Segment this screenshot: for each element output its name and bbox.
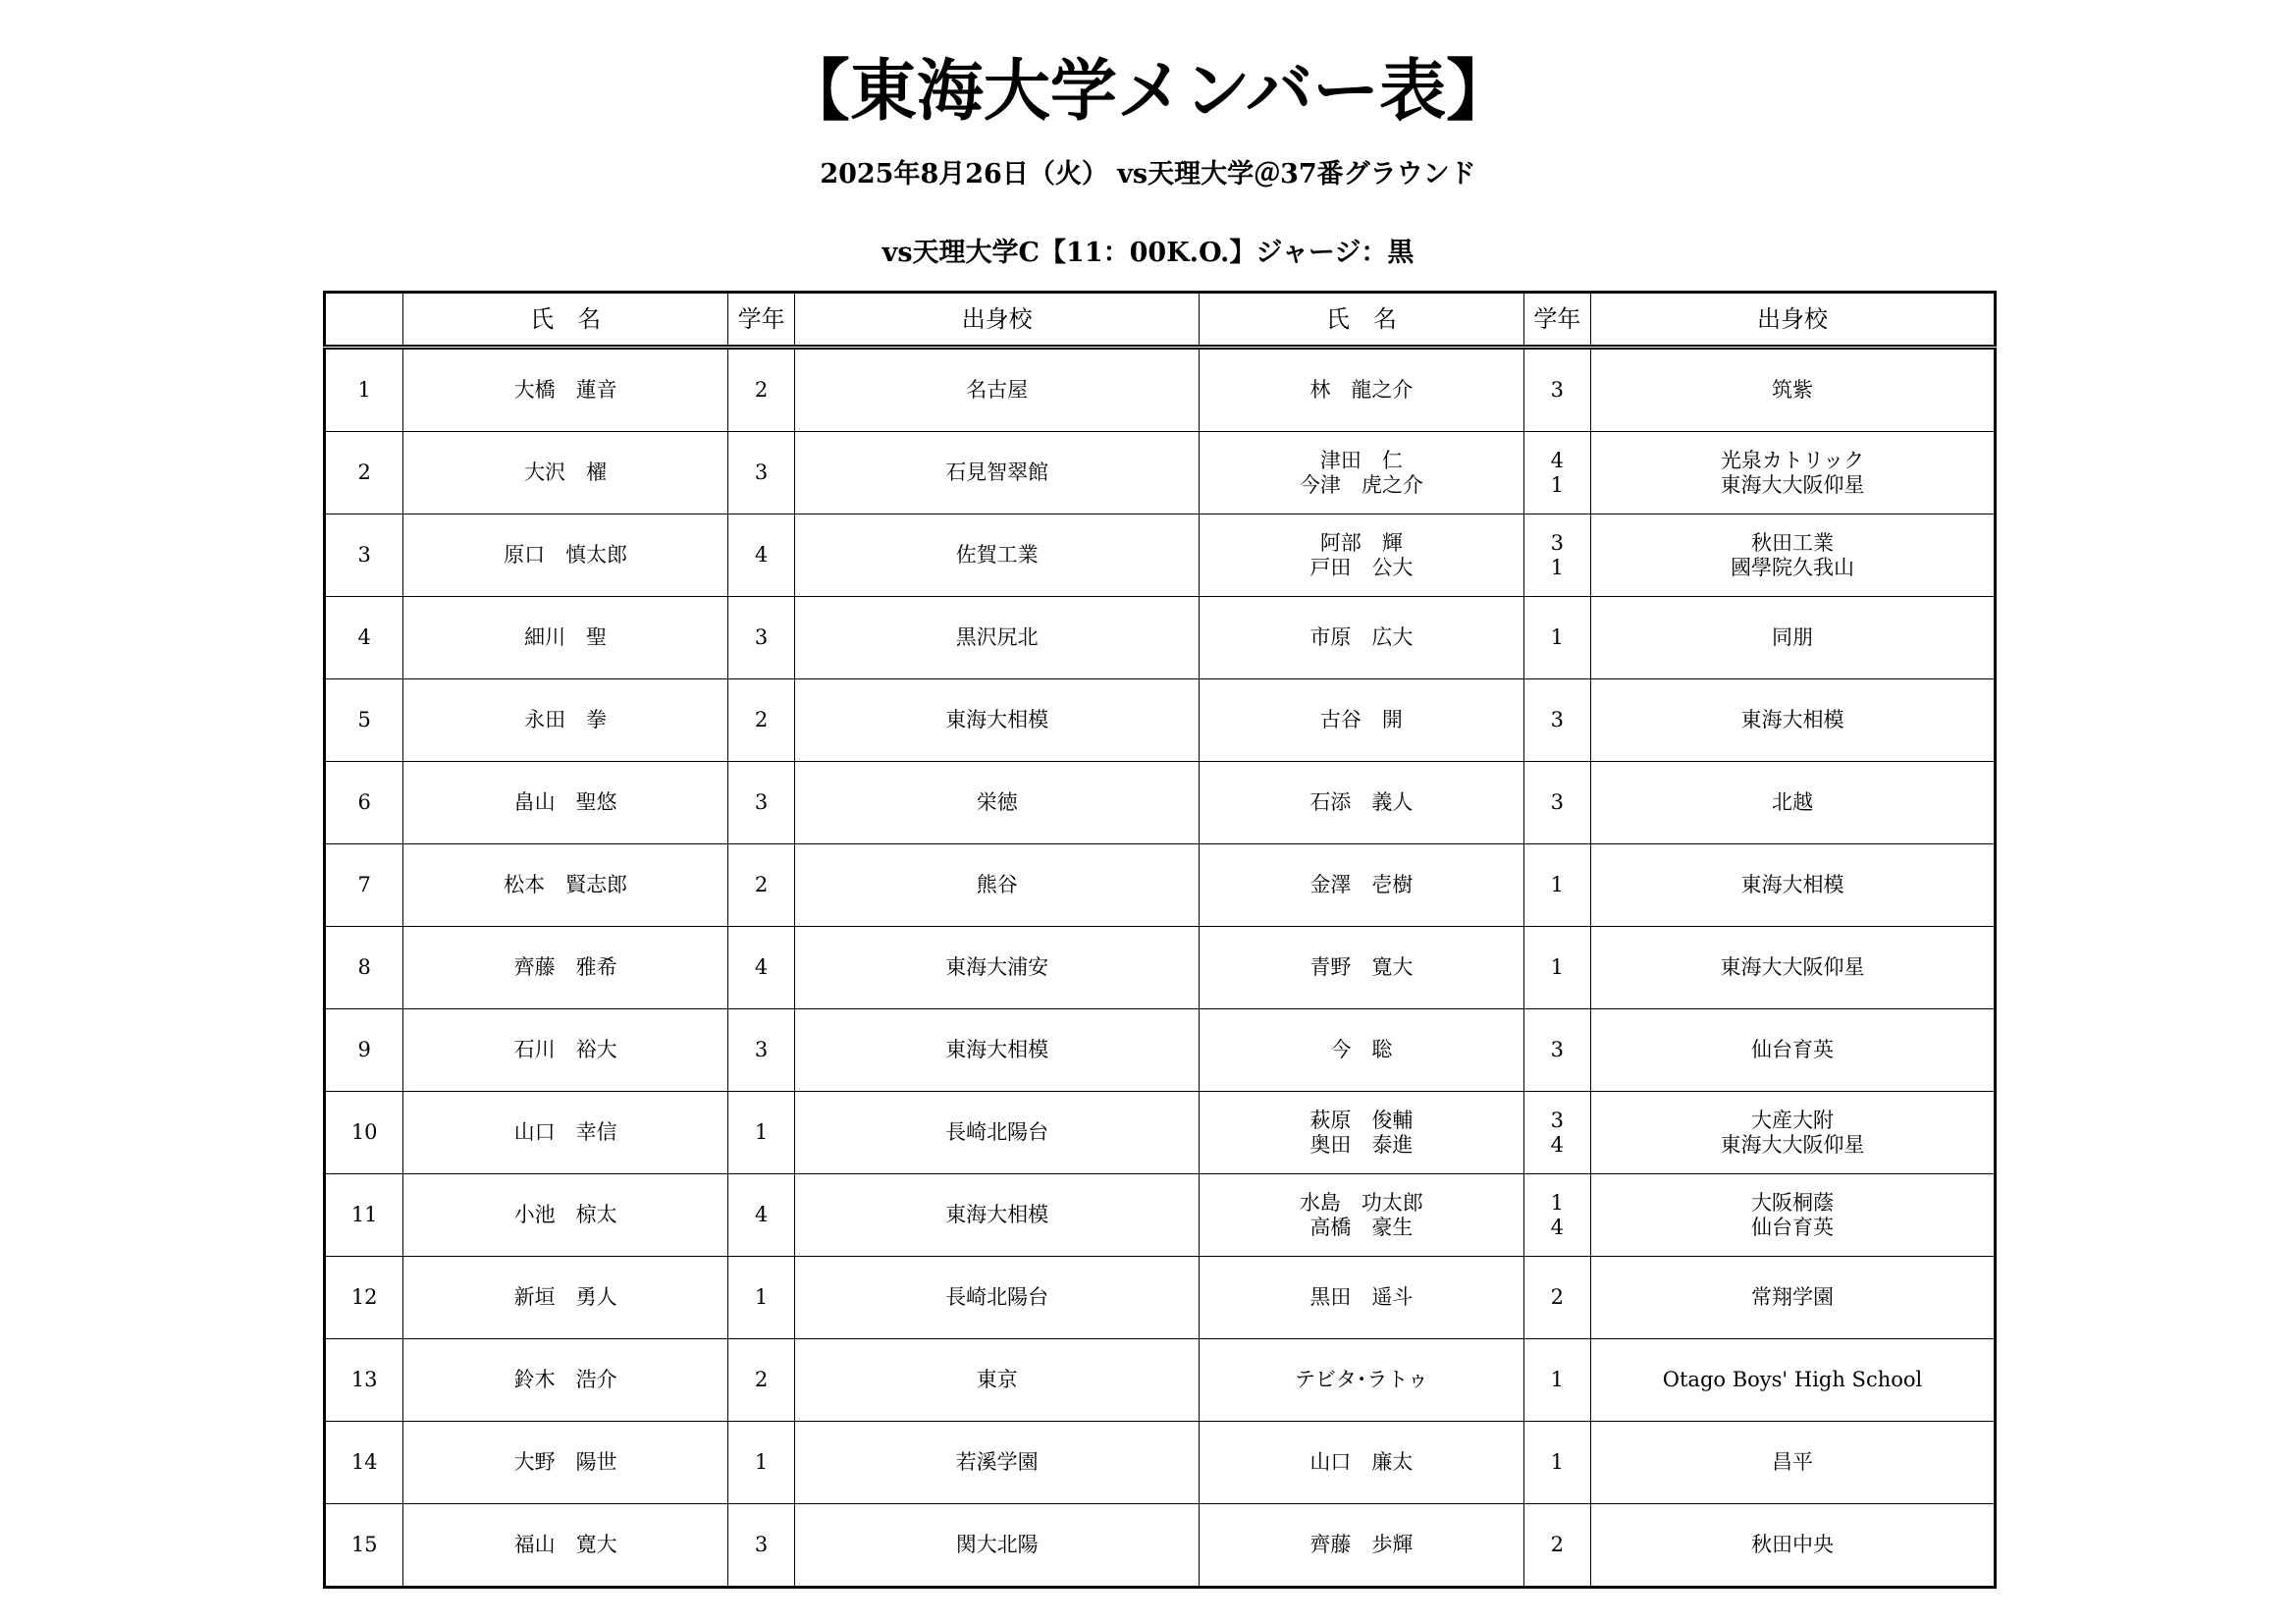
player-number: 7 <box>325 844 403 927</box>
reserve-year-cell <box>1523 762 1590 844</box>
player-number: 9 <box>325 1009 403 1092</box>
player-number: 14 <box>325 1422 403 1504</box>
reserve-year-cell <box>1523 514 1590 597</box>
reserve-year-cell <box>1523 1504 1590 1588</box>
reserve-name-cell <box>1200 927 1524 1009</box>
player-name: 山口 幸信 <box>403 1092 728 1174</box>
reserve-name: 金澤 壱樹 <box>1309 873 1414 896</box>
reserve-school-cell <box>1591 432 1996 514</box>
reserve-school-cell <box>1591 762 1996 844</box>
table-row <box>325 844 1996 927</box>
player-number: 10 <box>325 1092 403 1174</box>
header-reserve-school: 出身校 <box>1591 293 1996 348</box>
reserve-name: 今 聡 <box>1330 1038 1393 1061</box>
player-name: 畠山 聖悠 <box>403 762 728 844</box>
reserve-name: 水島 功太郎 <box>1299 1190 1423 1215</box>
reserve-school-cell <box>1591 844 1996 927</box>
player-school: 東海大相模 <box>795 1009 1200 1092</box>
player-school: 長崎北陽台 <box>795 1257 1200 1339</box>
reserve-year-cell <box>1523 1257 1590 1339</box>
player-year: 4 <box>727 927 794 1009</box>
player-number: 11 <box>325 1174 403 1257</box>
table-row <box>325 1339 1996 1422</box>
player-name: 福山 寛大 <box>403 1504 728 1588</box>
player-year: 2 <box>727 844 794 927</box>
table-row <box>325 348 1996 432</box>
player-name: 永田 拳 <box>403 679 728 762</box>
header-reserve-name: 氏 名 <box>1200 293 1524 348</box>
player-name: 細川 聖 <box>403 597 728 679</box>
reserve-name: 萩原 俊輔 <box>1309 1108 1414 1132</box>
table-row <box>325 1504 1996 1588</box>
reserve-name: 山口 廉太 <box>1309 1450 1414 1474</box>
reserve-school: 東海大大阪仰星 <box>1720 955 1865 979</box>
player-school: 名古屋 <box>795 348 1200 432</box>
reserve-year: 3 <box>1550 530 1565 555</box>
table-row <box>325 927 1996 1009</box>
player-year: 3 <box>727 1504 794 1588</box>
reserve-name: 戸田 公大 <box>1309 555 1414 579</box>
table-row <box>325 1092 1996 1174</box>
roster-table <box>323 291 1997 1589</box>
player-year: 3 <box>727 1009 794 1092</box>
table-row <box>325 597 1996 679</box>
reserve-name: 高橋 豪生 <box>1309 1215 1414 1239</box>
player-year: 2 <box>727 679 794 762</box>
reserve-year-cell <box>1523 1009 1590 1092</box>
reserve-school: 秋田中央 <box>1751 1533 1834 1556</box>
player-number: 8 <box>325 927 403 1009</box>
reserve-name: 齊藤 歩輝 <box>1309 1533 1414 1556</box>
reserve-name: 古谷 開 <box>1319 708 1403 731</box>
reserve-year-cell <box>1523 432 1590 514</box>
reserve-name: 阿部 輝 <box>1319 530 1403 555</box>
table-row <box>325 1422 1996 1504</box>
reserve-school-cell <box>1591 927 1996 1009</box>
reserve-name-cell <box>1200 844 1524 927</box>
reserve-year-cell <box>1523 1174 1590 1257</box>
player-name: 松本 賢志郎 <box>403 844 728 927</box>
player-year: 1 <box>727 1422 794 1504</box>
reserve-name: 津田 仁 <box>1319 448 1403 472</box>
reserve-year: 1 <box>1550 625 1565 649</box>
reserve-year-cell <box>1523 1422 1590 1504</box>
player-year: 2 <box>727 348 794 432</box>
reserve-school: 東海大相模 <box>1740 708 1844 731</box>
reserve-school: 常翔学園 <box>1751 1285 1834 1309</box>
game-info: vs天理大学C【11：00K.O.】ジャージ：黒 <box>881 238 1415 268</box>
player-number: 1 <box>325 348 403 432</box>
player-number: 5 <box>325 679 403 762</box>
page-title: 【東海大学メンバー表】 <box>782 52 1514 131</box>
reserve-name-cell <box>1200 1257 1524 1339</box>
reserve-name-cell <box>1200 1504 1524 1588</box>
player-year: 3 <box>727 597 794 679</box>
reserve-year: 4 <box>1550 1215 1565 1239</box>
reserve-year: 4 <box>1550 1132 1565 1157</box>
reserve-school: 東海大大阪仰星 <box>1720 472 1865 497</box>
reserve-school-cell <box>1591 1339 1996 1422</box>
table-row <box>325 762 1996 844</box>
reserve-name: 林 龍之介 <box>1309 378 1414 402</box>
reserve-school-cell <box>1591 679 1996 762</box>
reserve-school: 國學院久我山 <box>1731 555 1854 579</box>
header-name: 氏 名 <box>403 293 728 348</box>
header-year: 学年 <box>727 293 794 348</box>
player-school: 佐賀工業 <box>795 514 1200 597</box>
reserve-year: 1 <box>1550 555 1565 579</box>
reserve-name: 奥田 泰進 <box>1309 1132 1414 1157</box>
player-name: 大橋 蓮音 <box>403 348 728 432</box>
reserve-school-cell <box>1591 1174 1996 1257</box>
table-row <box>325 1009 1996 1092</box>
reserve-school-cell <box>1591 1092 1996 1174</box>
reserve-year: 3 <box>1550 790 1565 814</box>
header-school: 出身校 <box>795 293 1200 348</box>
reserve-name: 黒田 遥斗 <box>1309 1285 1414 1309</box>
reserve-name-cell <box>1200 348 1524 432</box>
player-school: 熊谷 <box>795 844 1200 927</box>
reserve-school-cell <box>1591 1504 1996 1588</box>
reserve-school: Otago Boys' High School <box>1662 1368 1923 1391</box>
reserve-year: 3 <box>1550 378 1565 402</box>
reserve-name: テビタ･ラトゥ <box>1294 1368 1428 1391</box>
player-school: 関大北陽 <box>795 1504 1200 1588</box>
player-name: 石川 裕大 <box>403 1009 728 1092</box>
player-year: 3 <box>727 432 794 514</box>
reserve-school: 大阪桐蔭 <box>1751 1190 1834 1215</box>
reserve-school-cell <box>1591 597 1996 679</box>
reserve-name-cell <box>1200 1339 1524 1422</box>
player-year: 3 <box>727 762 794 844</box>
player-name: 新垣 勇人 <box>403 1257 728 1339</box>
reserve-school: 仙台育英 <box>1751 1038 1834 1061</box>
player-school: 石見智翠館 <box>795 432 1200 514</box>
reserve-year: 1 <box>1550 873 1565 896</box>
header-number <box>325 293 403 348</box>
reserve-name: 市原 広大 <box>1309 625 1414 649</box>
reserve-year: 2 <box>1550 1285 1565 1309</box>
reserve-year: 3 <box>1550 1108 1565 1132</box>
header-row <box>325 293 1996 348</box>
reserve-school: 同朋 <box>1772 625 1813 649</box>
reserve-year-cell <box>1523 348 1590 432</box>
reserve-school-cell <box>1591 1422 1996 1504</box>
player-school: 東海大相模 <box>795 679 1200 762</box>
reserve-year: 1 <box>1550 472 1565 497</box>
reserve-name: 石添 義人 <box>1309 790 1414 814</box>
reserve-name-cell <box>1200 432 1524 514</box>
reserve-school: 北越 <box>1772 790 1813 814</box>
reserve-year-cell <box>1523 927 1590 1009</box>
reserve-school-cell <box>1591 1009 1996 1092</box>
player-school: 若溪学園 <box>795 1422 1200 1504</box>
player-name: 大沢 櫂 <box>403 432 728 514</box>
reserve-school: 秋田工業 <box>1751 530 1834 555</box>
player-school: 東京 <box>795 1339 1200 1422</box>
reserve-name-cell <box>1200 1422 1524 1504</box>
reserve-school: 東海大相模 <box>1740 873 1844 896</box>
player-school: 東海大相模 <box>795 1174 1200 1257</box>
header-reserve-year: 学年 <box>1523 293 1590 348</box>
player-number: 12 <box>325 1257 403 1339</box>
reserve-year: 1 <box>1550 1190 1565 1215</box>
reserve-year: 1 <box>1550 1450 1565 1474</box>
table-row <box>325 679 1996 762</box>
player-year: 2 <box>727 1339 794 1422</box>
reserve-year: 1 <box>1550 955 1565 979</box>
reserve-school: 昌平 <box>1772 1450 1813 1474</box>
reserve-year-cell <box>1523 844 1590 927</box>
table-row <box>325 1174 1996 1257</box>
player-number: 2 <box>325 432 403 514</box>
player-school: 長崎北陽台 <box>795 1092 1200 1174</box>
reserve-name: 今津 虎之介 <box>1299 472 1423 497</box>
reserve-school: 筑紫 <box>1772 378 1813 402</box>
reserve-school-cell <box>1591 1257 1996 1339</box>
reserve-year: 1 <box>1550 1368 1565 1391</box>
table-row <box>325 1257 1996 1339</box>
reserve-school: 光泉カトリック <box>1720 448 1865 472</box>
player-number: 6 <box>325 762 403 844</box>
reserve-school: 大産大附 <box>1751 1108 1834 1132</box>
player-name: 大野 陽世 <box>403 1422 728 1504</box>
reserve-year-cell <box>1523 679 1590 762</box>
player-school: 栄徳 <box>795 762 1200 844</box>
player-number: 15 <box>325 1504 403 1588</box>
player-school: 東海大浦安 <box>795 927 1200 1009</box>
reserve-name-cell <box>1200 679 1524 762</box>
player-year: 4 <box>727 1174 794 1257</box>
roster-body <box>325 348 1996 1588</box>
reserve-year: 3 <box>1550 708 1565 731</box>
player-school: 黒沢尻北 <box>795 597 1200 679</box>
reserve-year: 3 <box>1550 1038 1565 1061</box>
reserve-year-cell <box>1523 1092 1590 1174</box>
reserve-name-cell <box>1200 597 1524 679</box>
table-row <box>325 432 1996 514</box>
reserve-name-cell <box>1200 1174 1524 1257</box>
player-year: 1 <box>727 1257 794 1339</box>
match-info: 2025年8月26日（火） vs天理大学＠37番グラウンド <box>820 159 1476 189</box>
reserve-name-cell <box>1200 1092 1524 1174</box>
reserve-year: 4 <box>1550 448 1565 472</box>
player-number: 13 <box>325 1339 403 1422</box>
reserve-school: 東海大大阪仰星 <box>1720 1132 1865 1157</box>
player-number: 3 <box>325 514 403 597</box>
player-name: 齊藤 雅希 <box>403 927 728 1009</box>
player-year: 4 <box>727 514 794 597</box>
reserve-name: 青野 寛大 <box>1309 955 1414 979</box>
player-name: 小池 椋太 <box>403 1174 728 1257</box>
reserve-name-cell <box>1200 1009 1524 1092</box>
reserve-year: 2 <box>1550 1533 1565 1556</box>
reserve-name-cell <box>1200 762 1524 844</box>
player-year: 1 <box>727 1092 794 1174</box>
player-name: 原口 慎太郎 <box>403 514 728 597</box>
reserve-school-cell <box>1591 514 1996 597</box>
table-row <box>325 514 1996 597</box>
reserve-year-cell <box>1523 597 1590 679</box>
player-name: 鈴木 浩介 <box>403 1339 728 1422</box>
reserve-school-cell <box>1591 348 1996 432</box>
player-number: 4 <box>325 597 403 679</box>
reserve-school: 仙台育英 <box>1751 1215 1834 1239</box>
reserve-year-cell <box>1523 1339 1590 1422</box>
reserve-name-cell <box>1200 514 1524 597</box>
